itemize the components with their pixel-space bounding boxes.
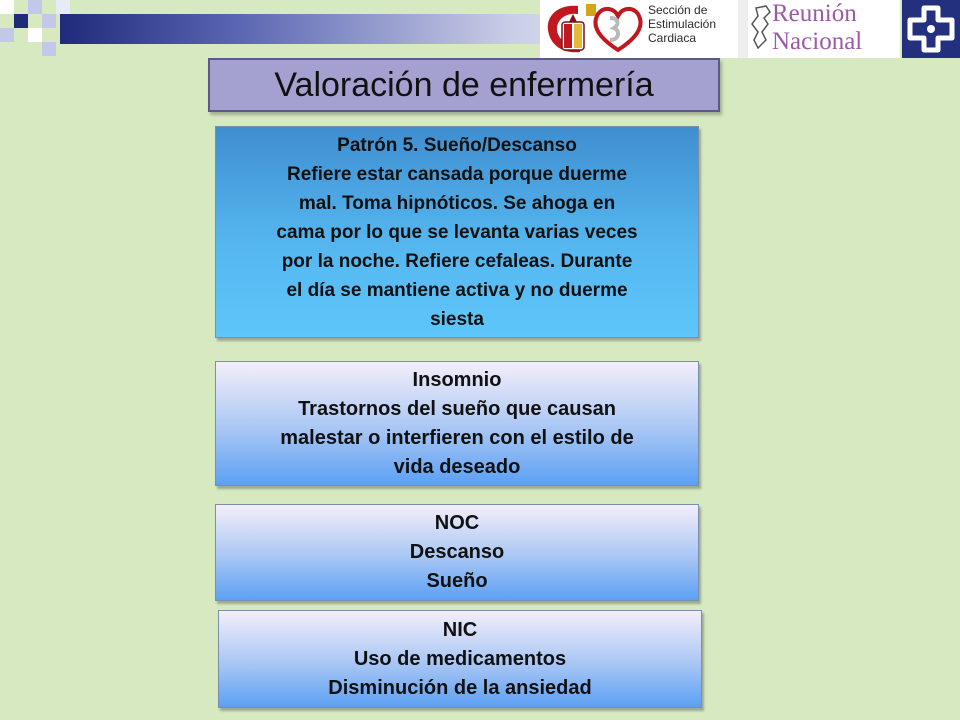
decor-square xyxy=(56,0,70,14)
insomnio-card xyxy=(215,361,699,486)
slide-title: Valoración de enfermería xyxy=(274,65,654,104)
logo-reunion-line: Reunión xyxy=(772,0,857,27)
card-line: vida deseado xyxy=(393,455,521,478)
card-line: Descanso xyxy=(409,541,505,563)
card-line: Sueño xyxy=(426,570,488,592)
card-line: Refiere estar cansada porque duerme xyxy=(286,163,628,185)
card-line: por la noche. Refiere cefaleas. Durante xyxy=(281,250,633,272)
card-heading: NIC xyxy=(442,618,478,641)
card-line: Disminución de la ansiedad xyxy=(328,676,592,699)
decor-square xyxy=(28,0,42,14)
card-heading: Patrón 5. Sueño/Descanso xyxy=(337,134,577,156)
nic-card xyxy=(218,610,702,708)
logo-reunion-text xyxy=(772,0,898,58)
card-heading: Insomnio xyxy=(412,368,502,391)
card-line: siesta xyxy=(430,308,484,330)
logo-seccion-line: Cardiaca xyxy=(648,31,697,45)
decor-square xyxy=(42,42,56,56)
title-box xyxy=(208,58,720,112)
card-line: malestar o interfieren con el estilo de xyxy=(280,426,634,449)
logo-seccion-line: Estimulación xyxy=(648,17,717,31)
cross-emblem-icon xyxy=(902,0,960,58)
card-line: mal. Toma hipnóticos. Se ahoga en xyxy=(298,192,616,214)
card-heading: NOC xyxy=(434,512,480,534)
card-line: el día se mantiene activa y no duerme xyxy=(286,279,628,301)
logo-seccion-line: Sección de xyxy=(648,3,708,17)
logo-reunion-line: Nacional xyxy=(772,28,863,55)
logo-divider xyxy=(738,0,748,58)
card-line: Trastornos del sueño que causan xyxy=(298,397,616,420)
card-line: cama por lo que se levanta varias veces xyxy=(276,221,638,243)
decor-square xyxy=(0,0,14,14)
decor-square xyxy=(14,14,28,28)
logo-seccion-text xyxy=(648,3,736,55)
decor-square xyxy=(0,28,14,42)
patron-card xyxy=(215,126,699,338)
card-line: Uso de medicamentos xyxy=(353,647,567,670)
slide-header xyxy=(0,0,960,58)
noc-card xyxy=(215,504,699,601)
decor-square xyxy=(28,28,42,42)
decor-square xyxy=(42,14,56,28)
heart-logo-icon xyxy=(590,2,646,56)
